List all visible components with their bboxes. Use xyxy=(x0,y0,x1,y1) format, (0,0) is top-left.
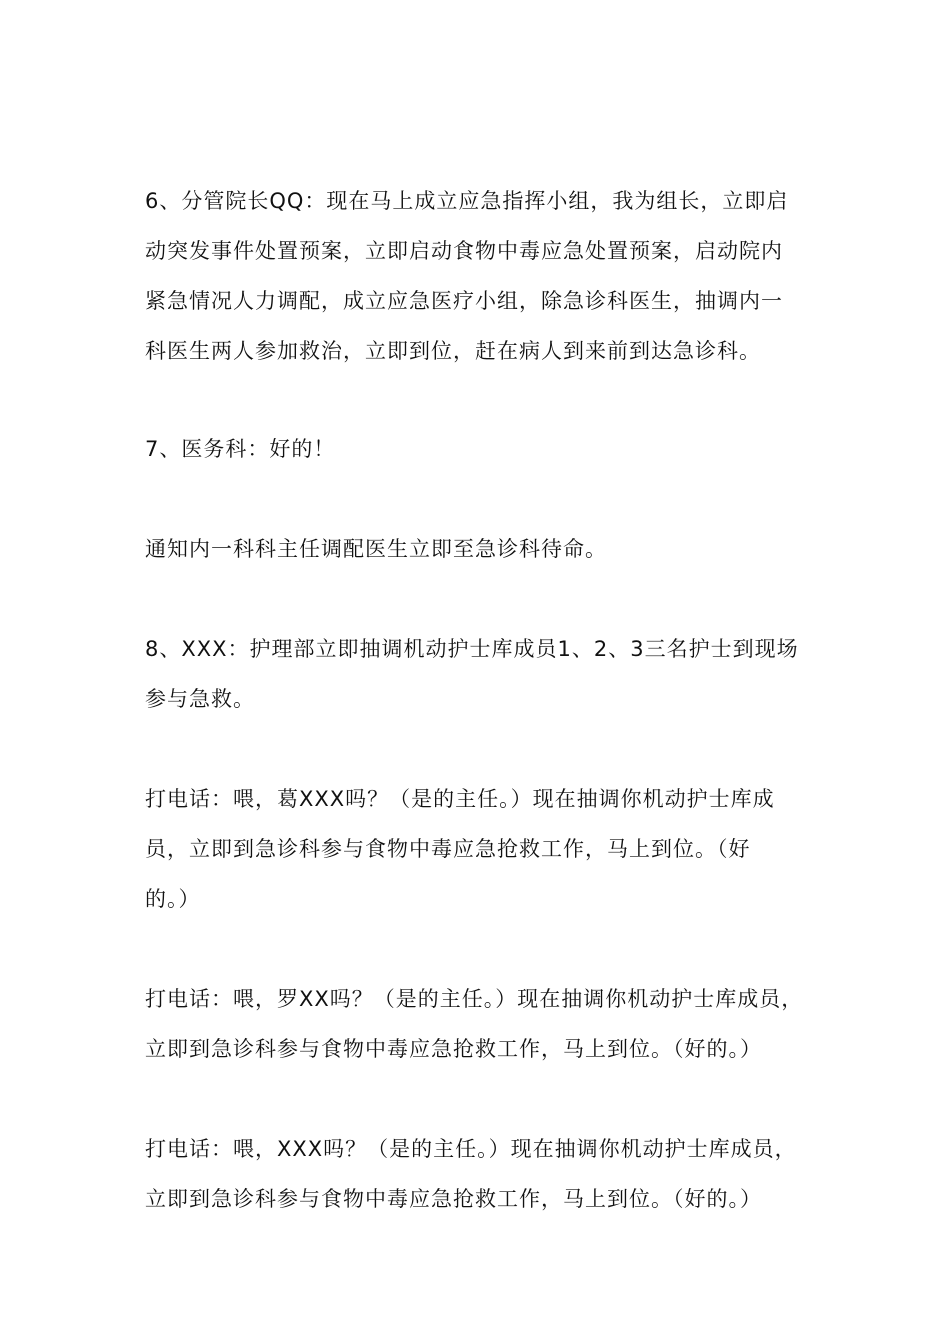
paragraph-8-nursing-dept xyxy=(145,624,820,724)
text-line: 的。） xyxy=(145,887,201,911)
paragraph-phone-call-1 xyxy=(145,774,820,924)
paragraph-7-medical-affairs xyxy=(145,424,820,474)
text-line: 动突发事件处置预案，立即启动食物中毒应急处置预案，启动院内 xyxy=(145,239,783,263)
text-line: 打电话：喂，葛XXX吗？（是的主任。）现在抽调你机动护士库成 xyxy=(145,787,775,811)
text-line: 员，立即到急诊科参与食物中毒应急抢救工作，马上到位。（好 xyxy=(145,837,751,861)
text-line: 8、XXX：护理部立即抽调机动护士库成员1、2、3三名护士到现场 xyxy=(145,637,799,661)
text-line: 打电话：喂，XXX吗？（是的主任。）现在抽调你机动护士库成员， xyxy=(145,1137,797,1161)
text-line: 立即到急诊科参与食物中毒应急抢救工作，马上到位。（好的。） xyxy=(145,1187,762,1211)
text-line: 科医生两人参加救治，立即到位，赶在病人到来前到达急诊科。 xyxy=(145,339,761,363)
text-line: 6、分管院长QQ：现在马上成立应急指挥小组，我为组长，立即启 xyxy=(145,189,789,213)
text-line: 立即到急诊科参与食物中毒应急抢救工作，马上到位。（好的。） xyxy=(145,1037,762,1061)
text-line: 通知内一科科主任调配医生立即至急诊科待命。 xyxy=(145,537,607,561)
text-line: 打电话：喂，罗XX吗？（是的主任。）现在抽调你机动护士库成员， xyxy=(145,987,804,1011)
text-line: 紧急情况人力调配，成立应急医疗小组，除急诊科医生，抽调内一 xyxy=(145,289,783,313)
text-line: 参与急救。 xyxy=(145,687,255,711)
text-line: 7、医务科：好的！ xyxy=(145,437,336,461)
paragraph-6-deputy-director xyxy=(145,176,820,376)
paragraph-notify-department xyxy=(145,524,820,574)
paragraph-phone-call-2 xyxy=(145,974,820,1074)
paragraph-phone-call-3 xyxy=(145,1124,820,1224)
